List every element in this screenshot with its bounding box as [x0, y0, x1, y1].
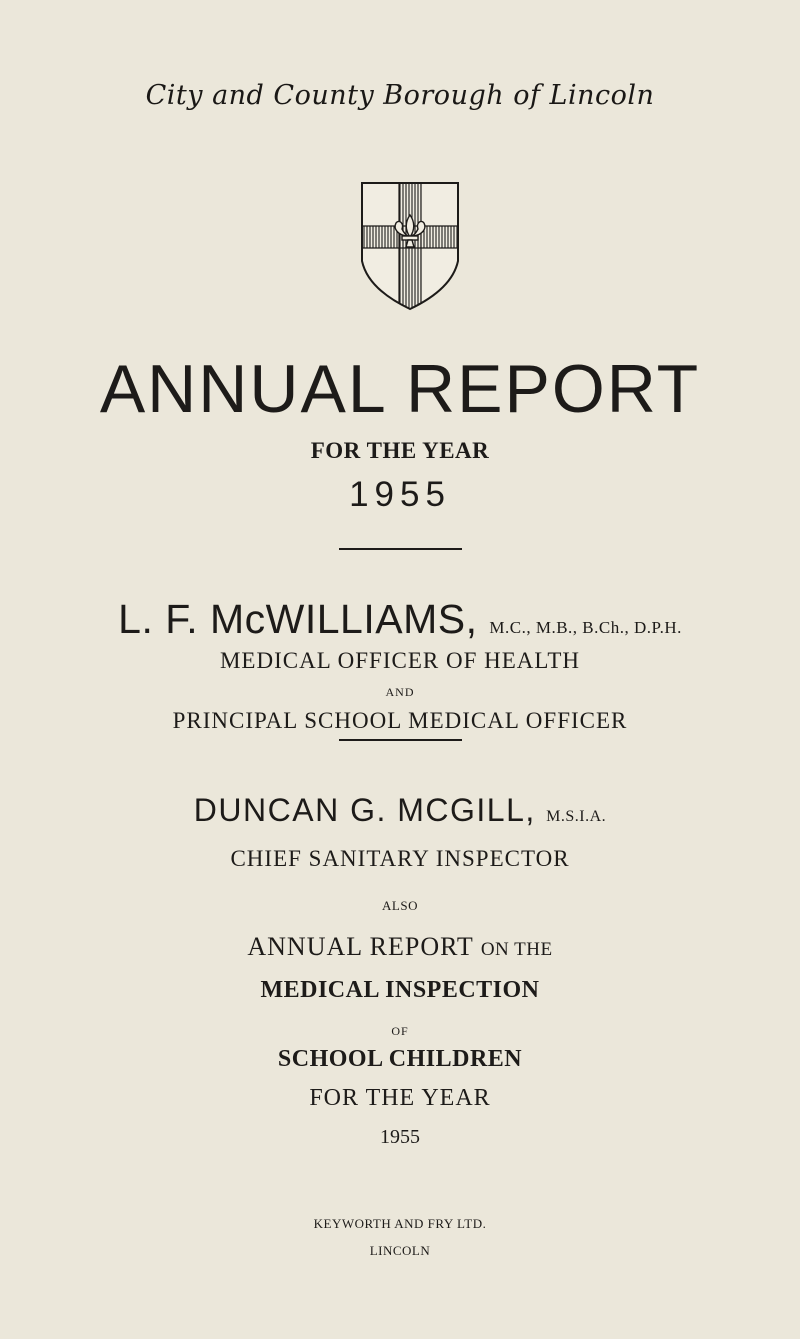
also-label: ALSO [382, 898, 418, 913]
and-conjunction: AND [385, 685, 415, 699]
authority-heading: City and County Borough of Lincoln [145, 80, 655, 111]
divider-rule [339, 548, 462, 550]
medical-inspection-heading: MEDICAL INSPECTION [260, 977, 540, 1003]
sanitary-inspector-qualifications: M.S.I.A. [546, 808, 607, 825]
medical-officer-name-line [0, 596, 800, 643]
sanitary-inspector-title: CHIEF SANITARY INSPECTOR [230, 846, 570, 871]
lincoln-city-arms-shield-icon [360, 181, 460, 311]
medical-officer-name: L. F. McWILLIAMS, [118, 596, 478, 642]
for-the-year-label: FOR THE YEAR [310, 438, 490, 463]
report-title: ANNUAL REPORT [99, 351, 701, 427]
supplement-year: 1955 [380, 1126, 420, 1148]
medical-officer-title: MEDICAL OFFICER OF HEALTH [219, 648, 581, 673]
report-year: 1955 [349, 475, 451, 514]
divider-rule [339, 739, 462, 741]
printer-city: LINCOLN [369, 1243, 431, 1258]
supplement-for-the-year: FOR THE YEAR [309, 1085, 491, 1111]
supplement-report-line [0, 932, 800, 962]
of-label: OF [391, 1024, 409, 1038]
medical-officer-qualifications: M.C., M.B., B.Ch., D.P.H. [489, 618, 682, 637]
school-medical-officer-title: PRINCIPAL SCHOOL MEDICAL OFFICER [172, 708, 628, 733]
sanitary-inspector-name-line [0, 792, 800, 829]
printer-name: KEYWORTH AND FRY LTD. [313, 1216, 487, 1231]
supplement-report-tail: ON THE [480, 939, 553, 960]
supplement-report-lead: ANNUAL REPORT [247, 932, 474, 961]
sanitary-inspector-name: DUNCAN G. MCGILL, [193, 792, 536, 828]
school-children-heading: SCHOOL CHILDREN [277, 1046, 523, 1072]
